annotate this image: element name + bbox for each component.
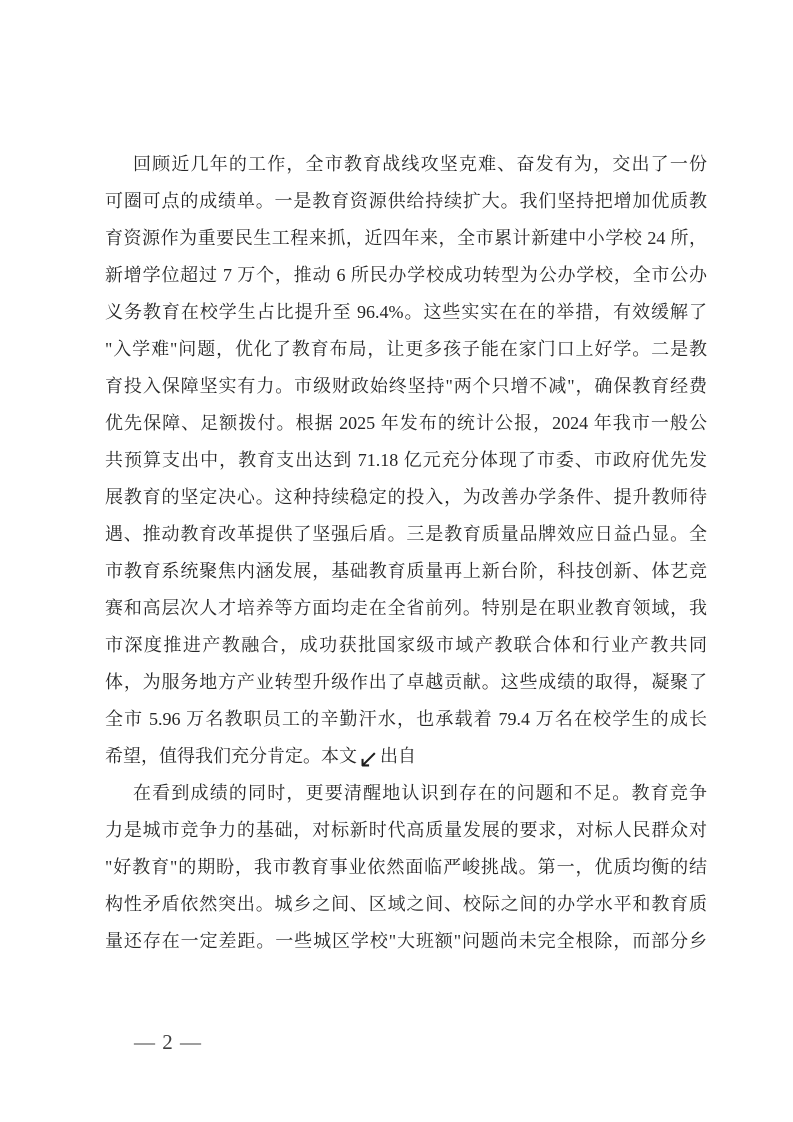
text-line: 义务教育在校学生占比提升至 96.4%。这些实实在在的举措，有效缓解了 [105, 302, 707, 322]
text-line: 育投入保障坚实有力。市级财政始终坚持"两个只增不减"，确保教育经费 [105, 376, 707, 396]
text-line: 市教育系统聚焦内涵发展，基础教育质量再上新台阶，科技创新、体艺竞 [105, 561, 707, 581]
paragraph-1 [105, 146, 707, 775]
text-line: 育资源作为重要民生工程来抓，近四年来，全市累计新建中小学校 24 所， [105, 228, 707, 248]
text-line: 回顾近几年的工作，全市教育战线攻坚克难、奋发有为，交出了一份 [133, 154, 707, 174]
watermark-text-before: 希望，值得我们充分肯定。本文 [105, 746, 357, 766]
text-line: 可圈可点的成绩单。一是教育资源供给持续扩大。我们坚持把增加优质教 [105, 191, 707, 211]
text-line: 量还存在一定差距。一些城区学校"大班额"问题尚未完全根除，而部分乡 [105, 931, 707, 951]
text-line: 在看到成绩的同时，更要清醒地认识到存在的问题和不足。教育竞争 [133, 783, 707, 803]
text-line: 力是城市竞争力的基础，对标新时代高质量发展的要求，对标人民群众对 [105, 820, 707, 840]
document-body [105, 146, 707, 960]
text-line: "入学难"问题，优化了教育布局，让更多孩子能在家门口上好学。二是教 [105, 339, 707, 359]
text-line: 新增学位超过 7 万个，推动 6 所民办学校成功转型为公办学校，全市公办 [105, 265, 707, 285]
text-line: 遇、推动教育改革提供了坚强后盾。三是教育质量品牌效应日益凸显。全 [105, 524, 707, 544]
text-line: 全市 5.96 万名教职员工的辛勤汗水，也承载着 79.4 万名在校学生的成长 [105, 709, 707, 729]
watermark-text-after: 出自 [379, 746, 416, 766]
text-line: 体，为服务地方产业转型升级作出了卓越贡献。这些成绩的取得，凝聚了 [105, 672, 707, 692]
text-line: 构性矛盾依然突出。城乡之间、区域之间、校际之间的办学水平和教育质 [105, 894, 707, 914]
text-line: 展教育的坚定决心。这种持续稳定的投入，为改善办学条件、提升教师待 [105, 487, 707, 507]
text-line: 赛和高层次人才培养等方面均走在全省前列。特别是在职业教育领域，我 [105, 598, 707, 618]
text-line: 市深度推进产教融合，成功获批国家级市域产教联合体和行业产教共同 [105, 635, 707, 655]
text-line: 优先保障、足额拨付。根据 2025 年发布的统计公报，2024 年我市一般公 [105, 413, 707, 433]
text-line: 共预算支出中，教育支出达到 71.18 亿元充分体现了市委、市政府优先发 [105, 450, 707, 470]
southwest-arrow-icon: ↙ [358, 744, 379, 773]
page-number: — 2 — [134, 1030, 202, 1054]
paragraph-2 [105, 775, 707, 960]
watermark-line [105, 738, 707, 775]
text-line: "好教育"的期盼，我市教育事业依然面临严峻挑战。第一，优质均衡的结 [105, 857, 707, 877]
